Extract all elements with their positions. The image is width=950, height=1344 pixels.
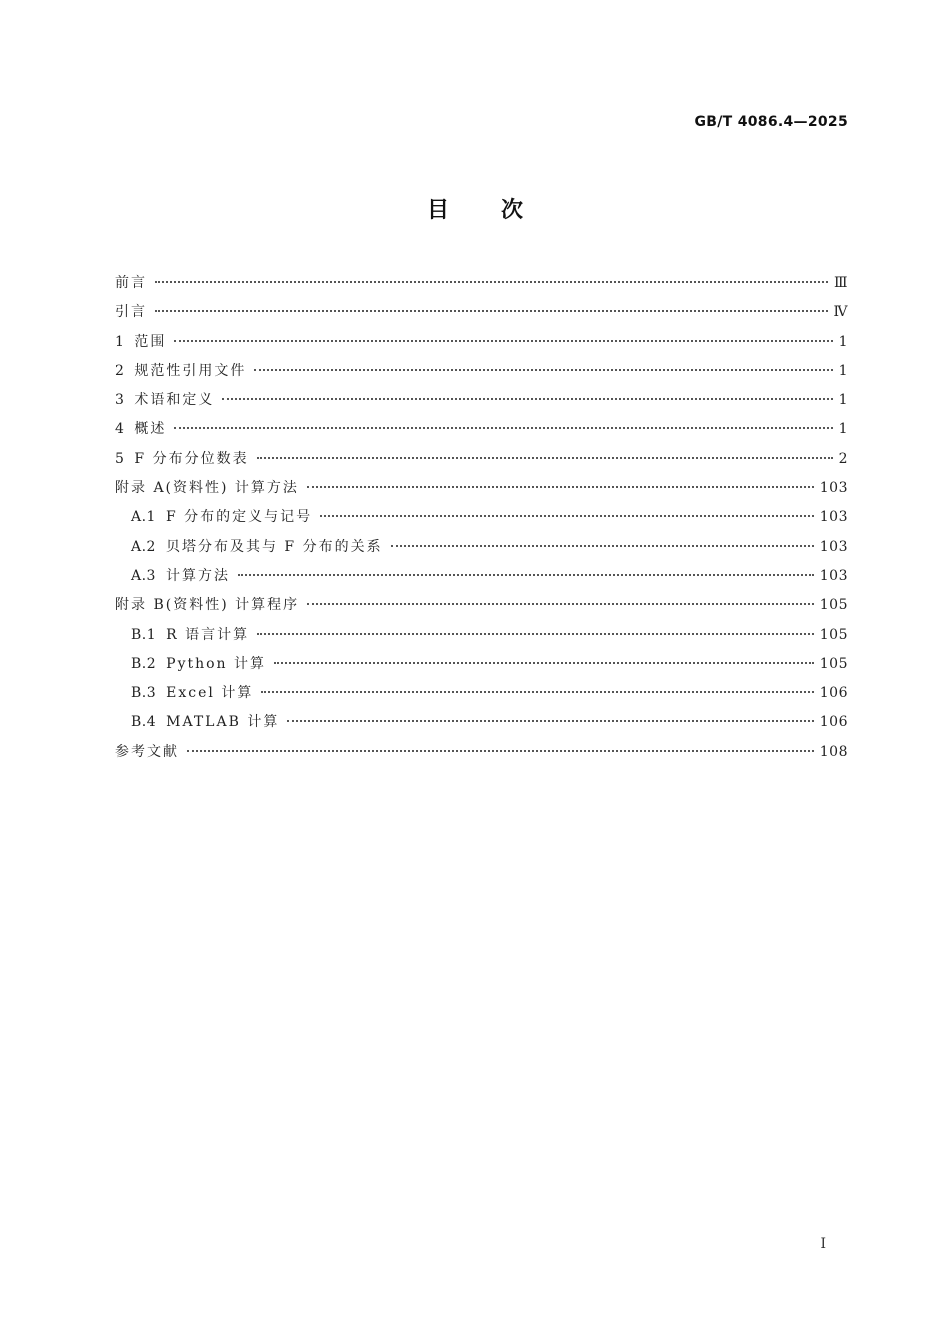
toc-entry-page: Ⅲ — [833, 275, 848, 291]
toc-entry-a2[interactable] — [115, 536, 848, 565]
toc-entry-text: 术语和定义 — [134, 392, 215, 409]
toc-title: 目次 — [426, 198, 575, 223]
toc-entry-page: 103 — [819, 538, 848, 555]
toc-entry-text: 规范性引用文件 — [134, 362, 247, 379]
toc-entry-text: 概述 — [134, 421, 167, 438]
toc-leader-dots — [222, 398, 832, 400]
toc-entry-f-distribution-table[interactable] — [115, 448, 848, 477]
toc-leader-dots — [174, 340, 832, 342]
toc-entry-page: 106 — [819, 714, 848, 731]
toc-entry-text: F 分布的定义与记号 — [165, 509, 313, 526]
toc-entry-text: F 分布分位数表 — [134, 450, 249, 467]
toc-entry-number: B.2 — [131, 655, 157, 672]
toc-leader-dots — [238, 574, 814, 576]
toc-entry-number: 5 — [115, 450, 125, 467]
toc-entry-text: 计算方法 — [165, 567, 230, 584]
toc-leader-dots — [307, 486, 814, 488]
toc-entry-b1[interactable] — [115, 624, 848, 653]
toc-entry-introduction[interactable] — [115, 301, 848, 330]
toc-leader-dots — [274, 662, 814, 664]
toc-entry-number: A.2 — [131, 538, 156, 555]
toc-entry-number: 1 — [115, 333, 125, 350]
toc-entry-page: 106 — [819, 685, 848, 702]
toc-entry-b3[interactable] — [115, 682, 848, 711]
toc-entry-number: 2 — [115, 362, 125, 379]
toc-entry-terms-definitions[interactable] — [115, 389, 848, 418]
toc-entry-number: B.1 — [131, 626, 157, 643]
toc-leader-dots — [320, 515, 814, 517]
toc-entry-page: 105 — [819, 597, 848, 614]
toc-leader-dots — [257, 633, 814, 635]
toc-entry-number: 4 — [115, 421, 125, 438]
toc-leader-dots — [254, 369, 832, 371]
toc-leader-dots — [187, 750, 814, 752]
toc-entry-page: 2 — [838, 450, 848, 467]
toc-entry-page: 1 — [838, 421, 848, 438]
toc-entry-text: R 语言计算 — [166, 626, 250, 643]
toc-entry-page: 103 — [819, 480, 848, 497]
toc-leader-dots — [174, 427, 832, 429]
toc-entry-annex-a[interactable] — [115, 477, 848, 506]
toc-entry-overview[interactable] — [115, 418, 848, 447]
toc-entry-page: 1 — [838, 333, 848, 350]
toc-leader-dots — [307, 603, 814, 605]
toc-list — [115, 272, 848, 770]
toc-entry-text: 贝塔分布及其与 F 分布的关系 — [165, 538, 383, 555]
toc-entry-b4[interactable] — [115, 711, 848, 740]
document-code: GB/T 4086.4—2025 — [694, 114, 848, 130]
toc-entry-a3[interactable] — [115, 565, 848, 594]
toc-entry-foreword[interactable] — [115, 272, 848, 301]
toc-entry-number: 3 — [115, 392, 125, 409]
toc-entry-page: 105 — [819, 655, 848, 672]
toc-entry-a1[interactable] — [115, 506, 848, 535]
toc-leader-dots — [287, 720, 813, 722]
toc-leader-dots — [391, 545, 814, 547]
toc-entry-text: 范围 — [134, 333, 167, 350]
toc-entry-number: A.3 — [131, 567, 156, 584]
toc-leader-dots — [155, 281, 828, 283]
toc-entry-b2[interactable] — [115, 653, 848, 682]
toc-entry-text: Excel 计算 — [166, 685, 254, 702]
toc-entry-page: Ⅳ — [833, 304, 848, 321]
toc-entry-page: 1 — [838, 392, 848, 409]
toc-entry-text: Python 计算 — [166, 655, 267, 672]
toc-entry-bibliography[interactable] — [115, 741, 848, 770]
toc-leader-dots — [257, 457, 833, 459]
toc-entry-page: 103 — [819, 509, 848, 526]
toc-entry-text: 附录 B(资料性) 计算程序 — [115, 597, 300, 614]
toc-entry-number: B.4 — [131, 714, 157, 731]
toc-entry-page: 103 — [819, 567, 848, 584]
toc-entry-text: 附录 A(资料性) 计算方法 — [115, 480, 299, 497]
toc-leader-dots — [261, 691, 813, 693]
toc-entry-number: A.1 — [131, 509, 156, 526]
toc-entry-text: 前言 — [115, 275, 147, 291]
toc-entry-scope[interactable] — [115, 331, 848, 360]
toc-entry-text: 引言 — [115, 304, 147, 321]
toc-entry-page: 108 — [819, 743, 848, 760]
toc-leader-dots — [155, 310, 828, 312]
toc-entry-text: MATLAB 计算 — [166, 714, 280, 731]
toc-entry-annex-b[interactable] — [115, 594, 848, 623]
toc-entry-normative-references[interactable] — [115, 360, 848, 389]
page-number: I — [820, 1236, 826, 1252]
toc-entry-page: 105 — [819, 626, 848, 643]
toc-entry-number: B.3 — [131, 685, 157, 702]
toc-entry-page: 1 — [838, 362, 848, 379]
toc-entry-text: 参考文献 — [115, 743, 179, 760]
